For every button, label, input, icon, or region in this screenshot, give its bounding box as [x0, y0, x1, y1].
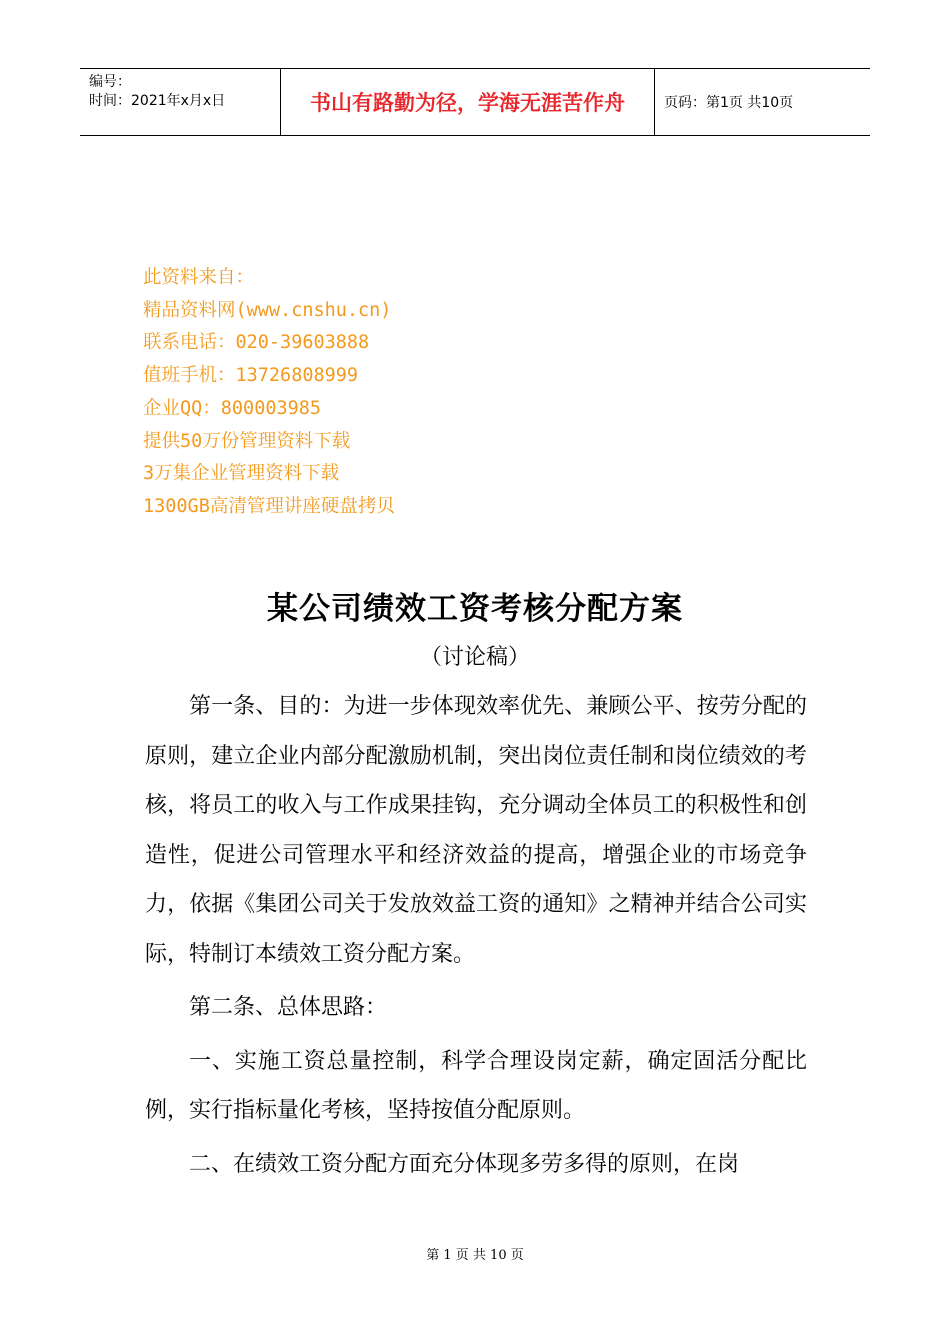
paragraph: 第二条、总体思路： — [189, 995, 388, 1020]
document-body — [145, 682, 807, 1189]
paragraph: 第一条、目的：为进一步体现效率优先、兼顾公平、按劳分配的原则，建立企业内部分配激励机制，突出岗位责任制和岗位绩效的考核，将员工的收入与工作成果挂钩，充分调动全体员工的积极性和创造性，促进公司管理水平和经济效益的提高，增强企业的市场竞争力，依据《集团公司关于发放效益工资的通知》之精神并结合公司实际，特制订本绩效工资分配方案。 — [145, 694, 807, 967]
page-code: 页码：第1页 共10页 — [664, 95, 794, 111]
document-subtitle: （讨论稿） — [419, 645, 530, 670]
header-table — [80, 68, 870, 136]
header-info-cell — [80, 69, 281, 135]
page-footer: 第 1 页 共 10 页 — [426, 1248, 524, 1263]
source-line: 此资料来自： — [143, 267, 255, 288]
source-line: 联系电话：020-39603888 — [143, 332, 370, 354]
paragraph: 一、实施工资总量控制，科学合理设岗定薪，确定固活分配比例，实行指标量化考核，坚持按值分配原则。 — [145, 1048, 807, 1123]
source-line: 1300GB高清管理讲座硬盘拷贝 — [143, 495, 395, 517]
source-line: 值班手机：13726808999 — [143, 365, 359, 387]
paragraph: 二、在绩效工资分配方面充分体现多劳多得的原则，在岗 — [189, 1151, 740, 1177]
source-line: 企业QQ：800003985 — [143, 397, 322, 419]
time-label: 时间：2021年x月x日 — [89, 93, 226, 109]
header-motto-cell — [281, 69, 655, 135]
source-line: 精品资料网(www.cnshu.cn) — [143, 299, 392, 321]
source-line: 3万集企业管理资料下载 — [143, 463, 340, 485]
source-line: 提供50万份管理资料下载 — [143, 430, 351, 452]
document-title: 某公司绩效工资考核分配方案 — [267, 591, 683, 627]
source-info-block — [143, 262, 395, 524]
number-label: 编号： — [89, 74, 131, 90]
header-page-cell — [655, 69, 870, 135]
motto-text: 书山有路勤为径，学海无涯苦作舟 — [310, 90, 625, 115]
